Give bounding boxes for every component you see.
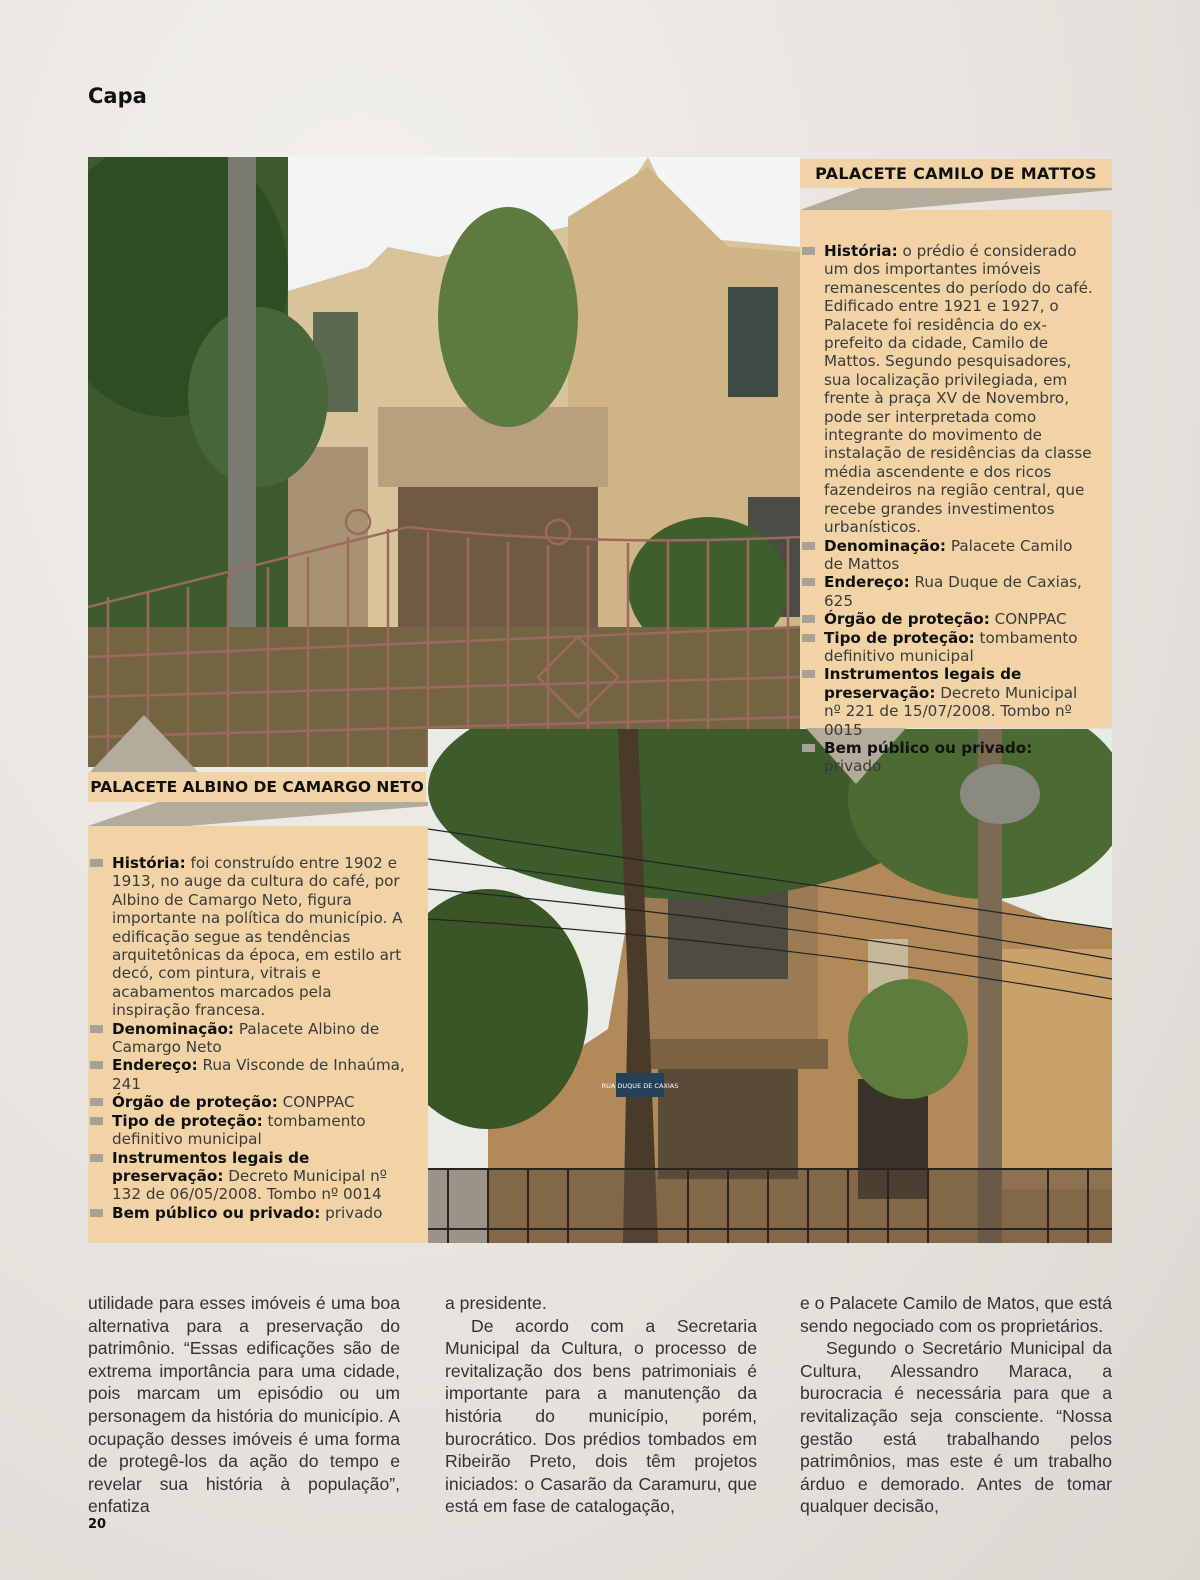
article-column-1 (88, 1292, 400, 1518)
info-item (88, 1204, 412, 1222)
info-value: Rua Visconde de Inhaúma, 241 (112, 1056, 405, 1093)
info-key: Instrumentos legais de preservação: (112, 1148, 310, 1185)
info-item (800, 665, 1094, 739)
bullet-icon (802, 670, 815, 678)
info-item (800, 242, 1094, 537)
info-item (800, 573, 1094, 610)
page-number: 20 (88, 1517, 107, 1532)
info-key: Bem público ou privado: (824, 738, 1033, 757)
building-photo-icon (428, 729, 1112, 1243)
info-item (88, 1056, 412, 1093)
photo-palacete-camilo (88, 157, 800, 767)
bullet-icon (90, 1061, 103, 1069)
bullet-icon (802, 578, 815, 586)
bullet-icon (90, 1025, 103, 1033)
building-photo-icon (88, 157, 800, 767)
info-item (800, 739, 1094, 776)
decorative-stripe-camilo (800, 188, 1112, 210)
article-paragraph: De acordo com a Secretaria Municipal da Cultura, o processo de revitalização dos bens patrimoniais é importante para a manutenção da história do município, porém, burocrático. Dos prédios tombados em Ribeirão Preto, dois têm projetos iniciados: o Casarão da Caramuru, que está em fase de catalogação, (445, 1315, 757, 1517)
palacete-camilo-title: PALACETE CAMILO DE MATTOS (800, 159, 1112, 188)
bullet-icon (90, 1098, 103, 1106)
info-value: Rua Duque de Caxias, 625 (824, 573, 1082, 610)
photo-palacete-albino (428, 729, 1112, 1243)
bullet-icon (90, 859, 103, 867)
bullet-icon (802, 615, 815, 623)
info-value: Palacete Camilo de Mattos (824, 536, 1073, 573)
info-key: Denominação: (824, 536, 947, 555)
info-key: Instrumentos legais de preservação: (824, 665, 1022, 702)
bullet-icon (802, 247, 815, 255)
info-item (800, 610, 1094, 628)
info-value: Palacete Albino de Camargo Neto (112, 1019, 380, 1057)
bullet-icon (802, 744, 815, 752)
info-box-camilo (800, 210, 1112, 776)
info-key: Tipo de proteção: (824, 628, 975, 647)
info-value: tombamento definitivo municipal (824, 628, 1078, 665)
bullet-icon (90, 1154, 103, 1162)
bullet-icon (90, 1117, 103, 1125)
bullet-icon (802, 542, 815, 550)
info-item (88, 1112, 412, 1149)
info-key: Órgão de proteção: (824, 610, 990, 629)
info-key: História: (824, 242, 898, 260)
info-value: tombamento definitivo municipal (112, 1111, 366, 1149)
info-value: privado (320, 1203, 383, 1222)
info-key: Tipo de proteção: (112, 1111, 263, 1130)
bullet-icon (90, 1209, 103, 1217)
info-item (88, 1093, 412, 1111)
info-key: Denominação: (112, 1019, 235, 1038)
info-item (88, 854, 412, 1020)
info-value: CONPPAC (989, 610, 1067, 629)
info-value: privado (824, 757, 882, 776)
info-key: Endereço: (824, 573, 910, 592)
info-list-camilo (800, 242, 1094, 776)
article-paragraph: Segundo o Secretário Municipal da Cultura, Alessandro Maraca, a burocracia é necessária para que a revitalização seja consciente. “Nossa gestão está trabalhando pelos patrimônios, mas este é um trabalho árduo e demorado. Antes de tomar qualquer decisão, (800, 1338, 1112, 1517)
article-paragraph: e o Palacete Camilo de Matos, que está sendo negociado com os proprietários. (800, 1293, 1112, 1336)
bullet-icon (802, 634, 815, 642)
decorative-triangle-albino (90, 715, 198, 772)
info-value: o prédio é considerado um dos importantes imóveis remanescentes do período do café. Edificado entre 1921 e 1927, o Palacete foi residência do ex-prefeito da cidade, Camilo de Mattos. Segundo pesquisadores, sua localização privilegiada, em frente à praça XV de Novembro, pode ser interpretada como integrante do movimento de instalação de residências da classe média ascendente e dos ricos fazendeiros na região central, que recebe grandes investimentos urbanísticos. (824, 242, 1093, 537)
info-key: Órgão de proteção: (112, 1093, 278, 1112)
section-title: Capa (88, 84, 147, 108)
info-item (800, 629, 1094, 666)
info-item (88, 1149, 412, 1204)
info-key: História: (112, 854, 186, 872)
info-value: Decreto Municipal nº 221 de 15/07/2008. Tombo nº 0015 (824, 683, 1078, 739)
info-key: Bem público ou privado: (112, 1203, 321, 1222)
info-list-albino (88, 854, 412, 1222)
info-value: foi construído entre 1902 e 1913, no auge da cultura do café, por Albino de Camargo Neto, figura importante na política do município. A edificação segue as tendências arquitetônicas da época, em estilo art decó, com pintura, vitrais e acabamentos marcados pela inspiração francesa. (112, 854, 403, 1020)
article-paragraph: a presidente. (445, 1293, 547, 1313)
info-box-albino (88, 826, 428, 1243)
street-sign: RUA DUQUE DE CAXIAS (601, 1082, 679, 1090)
info-value: Decreto Municipal nº 132 de 06/05/2008. Tombo nº 0014 (112, 1166, 387, 1204)
article-paragraph: utilidade para esses imóveis é uma boa alternativa para a preservação do patrimônio. “Essas edificações são de extrema importância para uma cidade, pois marcam um episódio ou um personagem da história do município. A ocupação desses imóveis é uma forma de protegê-los da ação do tempo e revelar sua história à população”, enfatiza (88, 1293, 400, 1517)
article-column-3 (800, 1292, 1112, 1518)
info-item (88, 1020, 412, 1057)
decorative-stripe-albino (88, 802, 428, 826)
info-key: Endereço: (112, 1056, 198, 1075)
info-item (800, 537, 1094, 574)
info-value: CONPPAC (277, 1093, 355, 1112)
article-column-2 (445, 1292, 757, 1518)
palacete-albino-title: PALACETE ALBINO DE CAMARGO NETO (88, 772, 426, 802)
